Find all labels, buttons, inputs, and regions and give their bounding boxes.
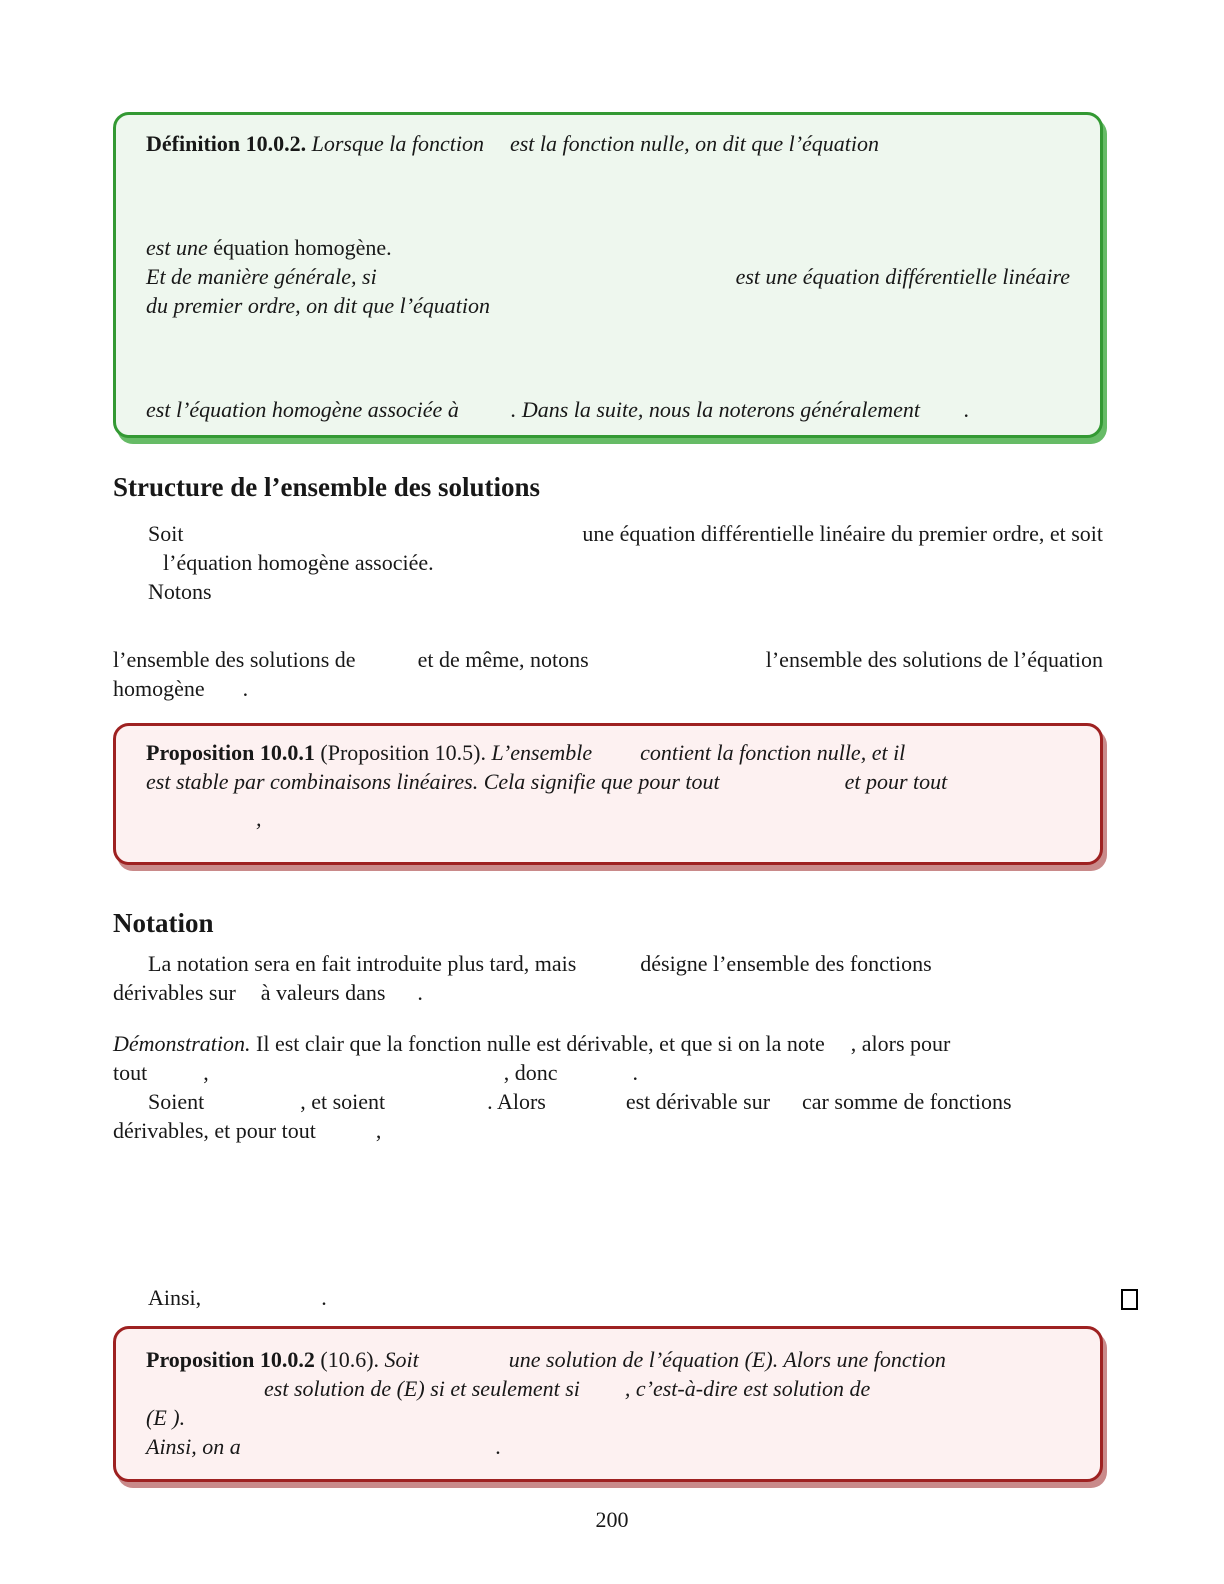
text-segment: désigne l’ensemble des fonctions: [640, 951, 932, 976]
proposition-2-box: [113, 1326, 1103, 1482]
text-segment: Il est clair que la fonction nulle est dérivable, et que si on la note: [256, 1031, 825, 1056]
text-segment: l’équation homogène associée.: [163, 550, 434, 575]
text-segment: .: [321, 1285, 327, 1310]
proof-label: Démonstration.: [113, 1031, 251, 1056]
text-segment: est stable par combinaisons linéaires. Cela signifie que pour tout: [146, 769, 720, 794]
text-segment: Notons: [148, 579, 212, 604]
text-segment: dérivables, et pour tout: [113, 1118, 316, 1143]
hidden-math-gap: [356, 666, 418, 667]
text-segment: Et de manière générale, si: [146, 264, 377, 289]
proof-line: [113, 1087, 1103, 1116]
text-segment: une solution de l’équation (E). Alors une fonction: [508, 1347, 946, 1372]
proposition-1-ref: (Proposition 10.5).: [320, 740, 487, 765]
text-segment: Soit: [384, 1347, 419, 1372]
text-segment: l’ensemble des solutions de l’équation: [765, 647, 1103, 672]
paragraph-line: [113, 577, 1103, 606]
definition-box: [113, 112, 1103, 438]
definition-title: Définition 10.0.2.: [146, 131, 307, 156]
notation-paragraph: [113, 949, 1103, 1007]
text-segment: Ainsi, on a: [146, 1434, 241, 1459]
text-segment: une équation différentielle linéaire du premier ordre, et soit: [582, 521, 1103, 546]
structure-paragraph-1: [113, 519, 1103, 606]
proposition-2-title: Proposition 10.0.2: [146, 1347, 315, 1372]
hidden-math-gap: [209, 1079, 504, 1080]
proposition-2-line-3: [146, 1403, 1070, 1432]
proposition-2-line-4: [146, 1432, 1070, 1461]
hidden-math-gap: [576, 970, 640, 971]
hidden-math-gap: [201, 1304, 321, 1305]
paragraph-line: [113, 949, 1103, 978]
text-segment: . Dans la suite, nous la noterons généralement: [510, 397, 921, 422]
text-segment: est solution de (E) si et seulement si: [264, 1376, 580, 1401]
hidden-math-gap: [580, 1395, 625, 1396]
text-segment-emph: équation homogène.: [213, 235, 392, 260]
paragraph-line: [113, 645, 1103, 674]
hidden-math-gap: [459, 416, 511, 417]
definition-line-4: [146, 291, 1070, 320]
text-segment: .: [964, 397, 970, 422]
text-segment: Soient: [148, 1089, 205, 1114]
section-heading-structure: Structure de l’ensemble des solutions: [113, 472, 541, 502]
section-heading-notation: Notation: [113, 908, 214, 938]
hidden-math-gap: [241, 1453, 496, 1454]
text-segment: est la fonction nulle, on dit que l’équation: [509, 131, 880, 156]
hidden-math-gap: [147, 1079, 203, 1080]
text-segment: , c’est-à-dire est solution de: [624, 1376, 871, 1401]
hidden-math-gap: [236, 999, 261, 1000]
text-segment: .: [242, 676, 249, 701]
hidden-math-gap: [204, 1108, 300, 1109]
text-segment: ,: [375, 1118, 382, 1143]
text-segment: et de même, notons: [417, 647, 589, 672]
text-segment: contient la fonction nulle, et il: [640, 740, 906, 765]
hidden-math-gap: [558, 1079, 633, 1080]
text-segment: .: [632, 1060, 638, 1085]
proof-line: [113, 1058, 1103, 1087]
proof-paragraph: [113, 1029, 1103, 1145]
text-segment: tout: [113, 1060, 148, 1085]
text-segment: , et soient: [300, 1089, 386, 1114]
hidden-equation-space: [146, 320, 1070, 395]
text-segment: L’ensemble: [491, 740, 593, 765]
text-segment: . Alors: [487, 1089, 546, 1114]
proof-line: [113, 1116, 1103, 1145]
proposition-2-line-1: [146, 1345, 1070, 1374]
hidden-math-gap: [592, 759, 640, 760]
hidden-math-gap: [316, 1137, 376, 1138]
text-segment: homogène: [113, 676, 205, 701]
text-segment: La notation sera en fait introduite plus tard, mais: [148, 951, 577, 976]
text-segment: car somme de fonctions: [802, 1089, 1012, 1114]
text-segment: ,: [256, 806, 262, 831]
text-segment: Ainsi,: [148, 1285, 202, 1310]
text-segment: est dérivable sur: [625, 1089, 771, 1114]
qed-square-icon: [1121, 1289, 1138, 1310]
proposition-2-line-2: [146, 1374, 1070, 1403]
definition-line-5: [146, 395, 1070, 424]
paragraph-line: [113, 519, 1103, 548]
text-segment: dérivables sur: [113, 980, 236, 1005]
paragraph-line: [113, 674, 1103, 703]
text-segment: Soit: [148, 521, 184, 546]
text-segment: à valeurs dans: [260, 980, 386, 1005]
text-segment: , donc: [503, 1060, 558, 1085]
hidden-math-gap: [385, 1108, 487, 1109]
paragraph-line: [113, 978, 1103, 1007]
proof-conclusion-line: [113, 1283, 1138, 1312]
text-segment: est une équation différentielle linéaire: [735, 264, 1070, 289]
proposition-1-box: [113, 723, 1103, 865]
paragraph-line: [113, 548, 1103, 577]
proposition-1-title: Proposition 10.0.1: [146, 740, 315, 765]
definition-line-2: [146, 233, 1070, 262]
hidden-math-gap: [385, 999, 417, 1000]
hidden-math-gap: [419, 1366, 509, 1367]
hidden-equation-space: [146, 159, 1070, 233]
hidden-math-gap: [770, 1108, 802, 1109]
text-segment: du premier ordre, on dit que l’équation: [146, 293, 491, 318]
proposition-2-ref: (10.6).: [320, 1347, 380, 1372]
text-segment: , alors pour: [850, 1031, 951, 1056]
hidden-math-gap: [146, 1395, 264, 1396]
proof-line: [113, 1029, 1103, 1058]
hidden-math-gap: [484, 150, 510, 151]
text-segment: Lorsque la fonction: [311, 131, 484, 156]
hidden-math-gap: [546, 1108, 626, 1109]
hidden-math-gap: [920, 416, 964, 417]
text-segment: (E ).: [146, 1405, 186, 1430]
proposition-1-line-1: [146, 738, 1070, 767]
hidden-math-gap: [205, 695, 243, 696]
definition-line-3: [146, 262, 1070, 291]
text-segment: est une: [146, 235, 208, 260]
text-segment: est l’équation homogène associée à: [146, 397, 459, 422]
structure-paragraph-2: [113, 645, 1103, 703]
text-segment: .: [495, 1434, 502, 1459]
hidden-math-gap: [720, 788, 845, 789]
hidden-math-gap: [146, 825, 256, 826]
proposition-1-line-3: [146, 804, 1070, 833]
proposition-1-line-2: [146, 767, 1070, 796]
text-segment: l’ensemble des solutions de: [113, 647, 356, 672]
page-number: 200: [595, 1507, 629, 1532]
text-segment: et pour tout: [844, 769, 948, 794]
text-segment: .: [417, 980, 423, 1005]
text-segment: ,: [203, 1060, 209, 1085]
hidden-math-gap: [825, 1050, 851, 1051]
definition-line-1: [146, 129, 1070, 159]
